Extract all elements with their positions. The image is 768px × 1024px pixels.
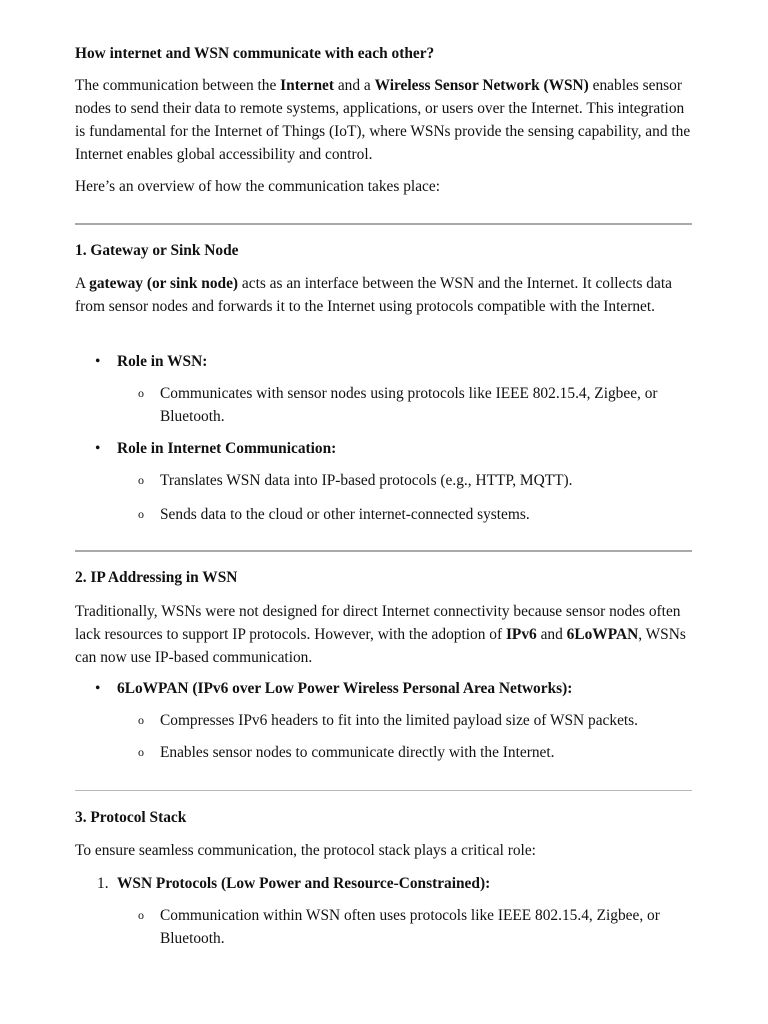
circle-bullet-icon: o — [138, 386, 144, 400]
circle-bullet-icon: o — [138, 473, 144, 487]
circle-bullet-icon: o — [138, 745, 144, 759]
gateway-term: gateway (or sink node) — [89, 275, 239, 292]
sub-list-item-text: Communicates with sensor nodes using protocols like IEEE 802.15.4, Zigbee, or Bluetooth. — [160, 385, 658, 425]
section-heading-ip-addressing: 2. IP Addressing in WSN — [75, 569, 238, 586]
section-heading-protocol-stack: 3. Protocol Stack — [75, 809, 187, 826]
list-number: 1. — [97, 875, 109, 892]
6lowpan-term: 6LoWPAN — [566, 626, 639, 643]
section-divider — [75, 223, 692, 225]
ip-text: Traditionally, WSNs were not designed for direct Internet connectivity because sensor nodes often lack resources to support IP protocols. However, with the adoption of — [75, 603, 681, 643]
sub-list-item-text: Translates WSN data into IP-based protocols (e.g., HTTP, MQTT). — [160, 472, 573, 489]
section-divider — [75, 790, 692, 791]
section-heading-gateway: 1. Gateway or Sink Node — [75, 242, 239, 259]
list-item-label: WSN Protocols (Low Power and Resource-Constrained): — [117, 875, 491, 892]
bullet-icon: • — [95, 680, 101, 697]
list-item-label: Role in Internet Communication: — [117, 440, 337, 457]
ip-addressing-paragraph — [75, 600, 692, 669]
sub-list-item-text: Sends data to the cloud or other internet-connected systems. — [160, 506, 530, 523]
sub-list-item-text: Communication within WSN often uses protocols like IEEE 802.15.4, Zigbee, or Bluetooth. — [160, 907, 660, 947]
page-title: How internet and WSN communicate with each other? — [75, 45, 435, 62]
intro-text: and a — [334, 77, 375, 94]
ip-text: , WSNs can now use IP-based communication. — [75, 626, 686, 666]
protocol-stack-paragraph: To ensure seamless communication, the protocol stack plays a critical role: — [75, 842, 536, 859]
intro-text: The communication between the — [75, 77, 281, 94]
section-divider — [75, 550, 692, 552]
gateway-text: acts as an interface between the WSN and the Internet. It collects data from sensor nodes and forwards it to the Internet using protocols compatible with the Internet. — [75, 275, 672, 315]
gateway-text: A — [75, 275, 90, 292]
intro-text: enables sensor nodes to send their data to remote systems, applications, or users over the Internet. This integration is fundamental for the Internet of Things (IoT), where WSNs provide the sensing capability, and the Internet enables global accessibility and control. — [75, 77, 691, 163]
gateway-paragraph — [75, 272, 692, 318]
ipv6-term: IPv6 — [505, 626, 537, 643]
sub-list-item-text: Compresses IPv6 headers to fit into the limited payload size of WSN packets. — [160, 712, 639, 729]
circle-bullet-icon: o — [138, 507, 144, 521]
circle-bullet-icon: o — [138, 713, 144, 727]
ip-text: and — [536, 626, 567, 643]
overview-paragraph: Here’s an overview of how the communication takes place: — [75, 178, 440, 195]
bullet-icon: • — [95, 353, 101, 370]
intro-wsn-term: Wireless Sensor Network (WSN) — [374, 77, 589, 94]
intro-paragraph — [75, 74, 692, 166]
intro-internet-term: Internet — [280, 77, 334, 94]
bullet-icon: • — [95, 440, 101, 457]
list-item-label: 6LoWPAN (IPv6 over Low Power Wireless Personal Area Networks): — [117, 680, 573, 697]
circle-bullet-icon: o — [138, 908, 144, 922]
sub-list-item-text: Enables sensor nodes to communicate directly with the Internet. — [160, 744, 555, 761]
list-item-label: Role in WSN: — [117, 353, 208, 370]
